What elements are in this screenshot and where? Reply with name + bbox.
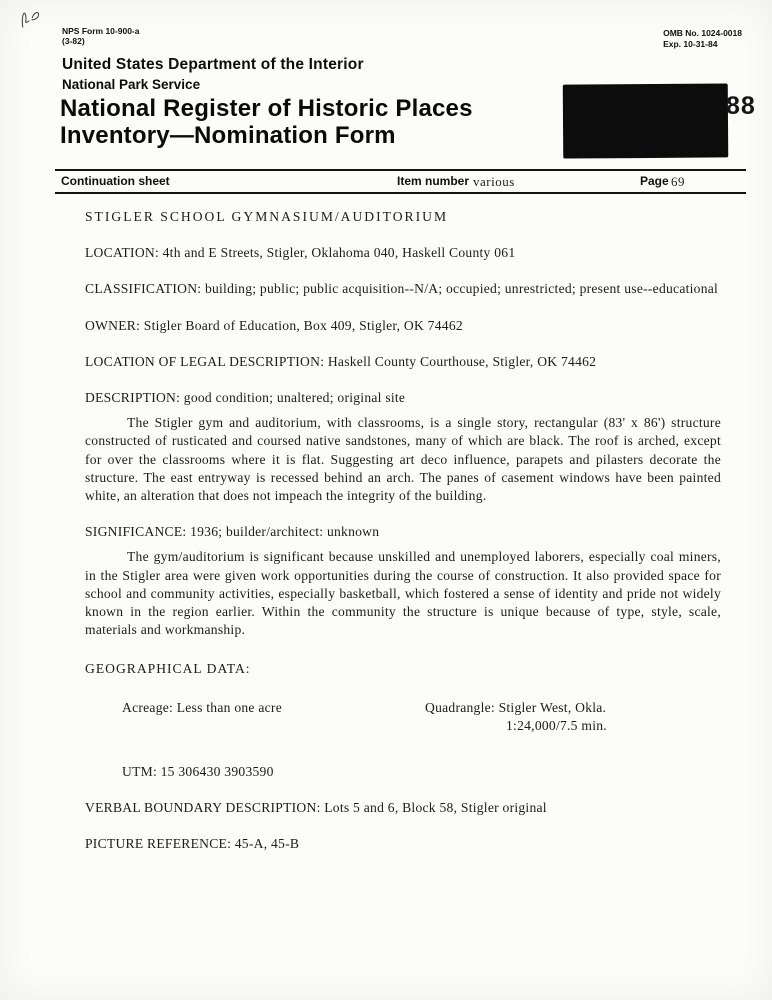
quadrangle-line1: Quadrangle: Stigler West, Okla. — [425, 699, 607, 715]
quadrangle-line2: 1:24,000/7.5 min. — [506, 717, 607, 733]
department-name: United States Department of the Interior — [62, 56, 364, 73]
description-paragraph: The Stigler gym and auditorium, with classrooms, is a single story, rectangular (83' x 86') structure constructed of rusticated and coursed native sandstones, many of which are black. The roof is arched, except for over the classrooms where it is flat. Suggesting art deco influence, parapets and pilasters decorate the structure. The east entryway is recessed behind an arch. The panes of casement windows have been painted white, an alteration that does not impeach the integrity of the building. — [85, 415, 721, 504]
acreage-field: Acreage: Less than one acre — [122, 699, 282, 715]
continuation-sheet-label: Continuation sheet — [61, 174, 170, 188]
form-title-line2: Inventory—Nomination Form — [60, 121, 396, 149]
geographical-data-row — [85, 699, 721, 735]
item-number-value: various — [473, 174, 515, 189]
omb-number: OMB No. 1024-0018 — [663, 28, 742, 38]
service-name: National Park Service — [62, 77, 201, 92]
redaction-stamp-box — [563, 83, 729, 158]
significance-paragraph: The gym/auditorium is significant because unskilled and unemployed laborers, especially coal miners, in the Stigler area were given work opportunities during the course of construction. It also provided space for school and community activities, especially basketball, which fostered a sense of identity and pride not widely known in the region earlier. Within the community the structure is unique because of type, style, scale, materials and workmanship. — [85, 549, 721, 638]
nps-form-number — [62, 26, 139, 46]
owner-field: OWNER: Stigler Board of Education, Box 409, Stigler, OK 74462 — [85, 317, 463, 333]
utm-field: UTM: 15 306430 3903590 — [122, 764, 274, 780]
agency-block — [62, 56, 364, 92]
stamp-digits: 88 — [726, 92, 756, 120]
page-label: Page — [640, 174, 669, 188]
omb-expiration: Exp. 10-31-84 — [663, 39, 718, 50]
description-field: DESCRIPTION: good condition; unaltered; original site — [85, 390, 406, 406]
verbal-boundary-field: VERBAL BOUNDARY DESCRIPTION: Lots 5 and 6, Block 58, Stigler original — [85, 800, 547, 816]
form-body — [85, 200, 721, 854]
significance-field: SIGNIFICANCE: 1936; builder/architect: unknown — [85, 524, 380, 540]
quadrangle-field — [425, 699, 607, 735]
handwritten-mark — [13, 0, 50, 34]
page-number-value: 69 — [671, 174, 685, 189]
property-title: STIGLER SCHOOL GYMNASIUM/AUDITORIUM — [85, 209, 449, 224]
continuation-bar — [55, 169, 746, 194]
item-number-label: Item number — [397, 174, 470, 188]
geographical-data-heading: GEOGRAPHICAL DATA: — [85, 661, 251, 677]
form-title-line1: National Register of Historic Places — [60, 95, 473, 122]
omb-number-block — [663, 28, 742, 50]
nps-form-number-line2: (3-82) — [62, 36, 85, 47]
nps-form-number-line1: NPS Form 10-900-a — [62, 26, 140, 36]
picture-reference-field: PICTURE REFERENCE: 45-A, 45-B — [85, 836, 300, 852]
classification-field: CLASSIFICATION: building; public; public acquisition--N/A; occupied; unrestricted; present use--educational — [85, 281, 719, 297]
legal-description-field: LOCATION OF LEGAL DESCRIPTION: Haskell County Courthouse, Stigler, OK 74462 — [85, 353, 597, 369]
location-field: LOCATION: 4th and E Streets, Stigler, Oklahoma 040, Haskell County 061 — [85, 245, 516, 261]
form-title — [60, 96, 473, 150]
